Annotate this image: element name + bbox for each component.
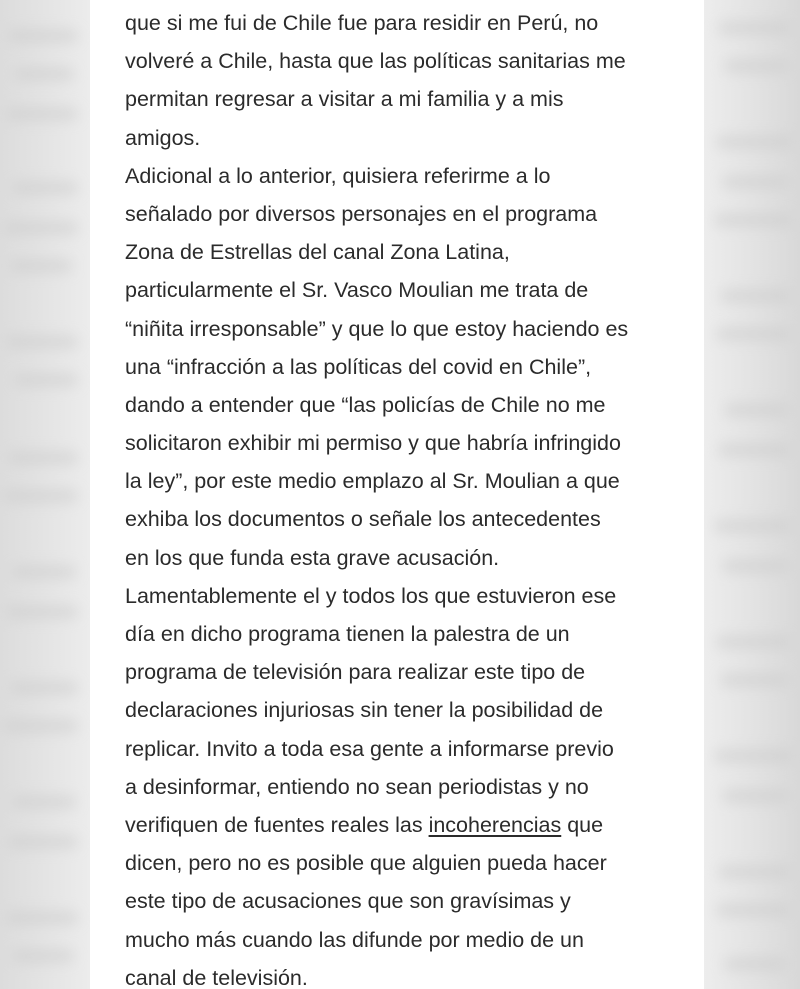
line-text: dicen, pero no es posible que alguien pueda hacer <box>125 851 607 876</box>
document-body <box>125 4 695 989</box>
document-line <box>125 921 695 959</box>
document-line <box>125 539 695 577</box>
line-text: dando a entender que “las policías de Chile no me <box>125 392 606 417</box>
line-text: a desinformar, entiendo no sean periodistas y no <box>125 774 589 799</box>
document-line <box>125 844 695 882</box>
line-text: este tipo de acusaciones que son gravísimas y <box>125 889 571 914</box>
document-line <box>125 424 695 462</box>
document-line <box>125 348 695 386</box>
document-line <box>125 730 695 768</box>
blurred-background-left <box>0 0 90 989</box>
line-text: que si me fui de Chile fue para residir en Perú, no <box>125 11 599 35</box>
blurred-background-right <box>704 0 800 989</box>
line-text: particularmente el Sr. Vasco Moulian me trata de <box>125 278 589 303</box>
document-line <box>125 42 695 80</box>
document-line <box>125 691 695 729</box>
document-line <box>125 462 695 500</box>
line-text: señalado por diversos personajes en el programa <box>125 201 598 226</box>
document-line <box>125 653 695 691</box>
document-line <box>125 882 695 920</box>
document-line <box>125 577 695 615</box>
document-line <box>125 386 695 424</box>
document-line <box>125 615 695 653</box>
line-text: en los que funda esta grave acusación. <box>125 545 500 570</box>
document-line <box>125 271 695 309</box>
document-line <box>125 959 695 989</box>
line-text: Lamentablemente el y todos los que estuvieron ese <box>125 583 617 608</box>
document-line <box>125 195 695 233</box>
line-text: volveré a Chile, hasta que las políticas sanitarias me <box>125 49 626 74</box>
line-text: Adicional a lo anterior, quisiera referirme a lo <box>125 163 551 188</box>
line-text: amigos. <box>125 125 201 150</box>
line-text-before: verifiquen de fuentes reales las <box>125 812 429 837</box>
document-line <box>125 233 695 271</box>
line-text: permitan regresar a visitar a mi familia y a mis <box>125 87 564 112</box>
line-text: Zona de Estrellas del canal Zona Latina, <box>125 240 510 265</box>
line-text: solicitaron exhibir mi permiso y que habría infringido <box>125 431 621 456</box>
document-line <box>125 768 695 806</box>
line-text: canal de televisión. <box>125 965 308 989</box>
document-page <box>90 0 704 989</box>
underlined-word: incoherencias <box>428 812 562 837</box>
line-text: replicar. Invito a toda esa gente a informarse previo <box>125 736 614 761</box>
document-line <box>125 310 695 348</box>
line-text: mucho más cuando las difunde por medio de un <box>125 927 584 952</box>
line-text: la ley”, por este medio emplazo al Sr. Moulian a que <box>125 469 620 494</box>
document-line <box>125 806 695 844</box>
line-text: programa de televisión para realizar este tipo de <box>125 660 586 685</box>
line-text: “niñita irresponsable” y que lo que estoy haciendo es <box>125 316 629 341</box>
document-line <box>125 500 695 538</box>
line-text: declaraciones injuriosas sin tener la posibilidad de <box>125 698 604 723</box>
document-line <box>125 4 695 42</box>
document-line <box>125 119 695 157</box>
line-text: día en dicho programa tienen la palestra de un <box>125 622 570 646</box>
document-line <box>125 80 695 118</box>
document-line <box>125 157 695 195</box>
line-text: una “infracción a las políticas del covid en Chile”, <box>125 354 592 379</box>
line-text: exhiba los documentos o señale los antecedentes <box>125 507 601 532</box>
line-text-after: que <box>561 812 604 837</box>
